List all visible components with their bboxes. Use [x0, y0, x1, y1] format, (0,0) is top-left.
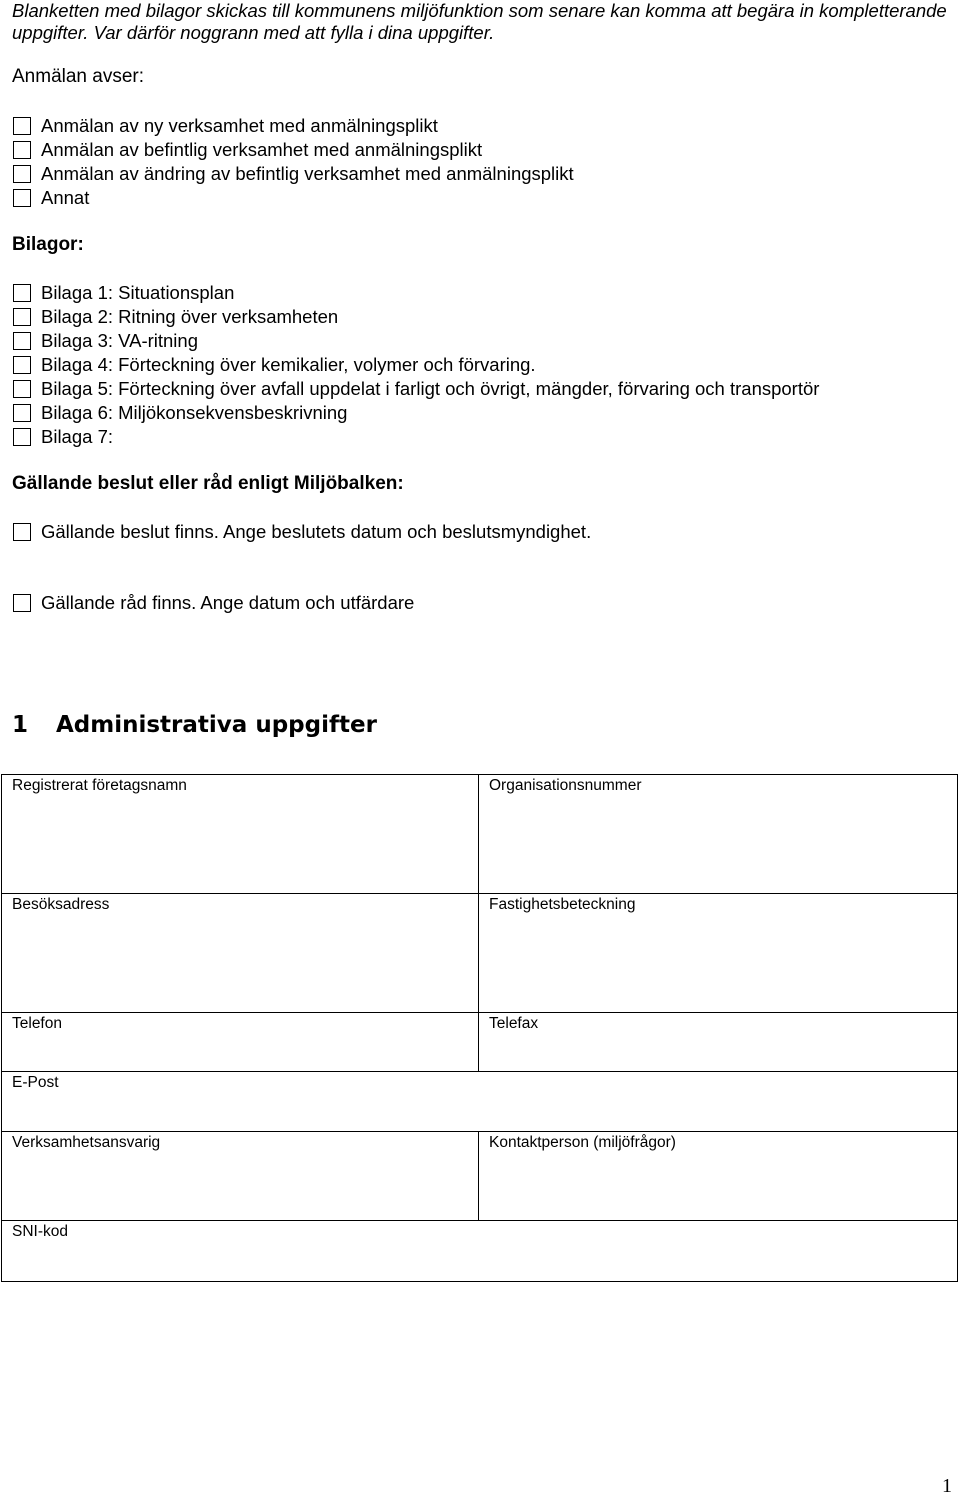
beslut-heading: Gällande beslut eller råd enligt Miljöbalken:	[12, 473, 404, 494]
visit-address-field[interactable]	[2, 894, 479, 1013]
phone-field[interactable]	[2, 1013, 479, 1072]
checkbox[interactable]	[13, 380, 31, 398]
checkbox[interactable]	[13, 594, 31, 612]
field-label: Telefax	[489, 1015, 539, 1032]
property-field[interactable]	[479, 894, 958, 1013]
checkbox[interactable]	[13, 332, 31, 350]
checkbox[interactable]	[13, 523, 31, 541]
fax-field[interactable]	[479, 1013, 958, 1072]
checkbox[interactable]	[13, 428, 31, 446]
checkbox-label: Bilaga 1: Situationsplan	[41, 282, 235, 303]
field-label: Telefon	[12, 1015, 62, 1032]
section-title-text: Administrativa uppgifter	[56, 712, 377, 738]
table-row	[2, 1013, 958, 1072]
table-row	[2, 1072, 958, 1132]
checkbox-label: Bilaga 2: Ritning över verksamheten	[41, 306, 339, 327]
checkbox-label: Bilaga 6: Miljökonsekvensbeskrivning	[41, 402, 348, 423]
field-label: SNI-kod	[12, 1223, 68, 1240]
bilaga-option-3[interactable]	[12, 329, 198, 353]
sni-field[interactable]	[2, 1221, 958, 1282]
email-field[interactable]	[2, 1072, 958, 1132]
field-label: Registrerat företagsnamn	[12, 777, 187, 794]
contact-field[interactable]	[479, 1132, 958, 1221]
checkbox-label: Gällande beslut finns. Ange beslutets datum och beslutsmyndighet.	[41, 521, 592, 542]
anmalan-option-other[interactable]	[12, 186, 89, 210]
anmalan-heading: Anmälan avser:	[12, 66, 145, 87]
checkbox[interactable]	[13, 356, 31, 374]
table-row	[2, 894, 958, 1013]
bilaga-option-6[interactable]	[12, 401, 347, 425]
anmalan-option-new[interactable]	[12, 114, 438, 138]
checkbox[interactable]	[13, 308, 31, 326]
bilaga-option-2[interactable]	[12, 305, 338, 329]
checkbox-label: Anmälan av ny verksamhet med anmälningsplikt	[41, 115, 438, 136]
company-name-field[interactable]	[2, 775, 479, 894]
checkbox-label: Gällande råd finns. Ange datum och utfärdare	[41, 592, 415, 613]
section-title	[12, 710, 377, 740]
field-label: Besöksadress	[12, 896, 110, 913]
section-number: 1	[12, 712, 29, 738]
checkbox-label: Bilaga 7:	[41, 426, 113, 447]
checkbox[interactable]	[13, 117, 31, 135]
bilaga-option-5[interactable]	[12, 377, 819, 401]
field-label: Organisationsnummer	[489, 777, 642, 794]
org-number-field[interactable]	[479, 775, 958, 894]
checkbox-label: Anmälan av befintlig verksamhet med anmälningsplikt	[41, 139, 483, 160]
page-number: 1	[942, 1475, 952, 1497]
table-row	[2, 1132, 958, 1221]
checkbox[interactable]	[13, 141, 31, 159]
table-row	[2, 1221, 958, 1282]
bilaga-option-4[interactable]	[12, 353, 536, 377]
checkbox-label: Annat	[41, 187, 90, 208]
field-label: Verksamhetsansvarig	[12, 1134, 161, 1151]
bilaga-option-1[interactable]	[12, 281, 234, 305]
checkbox-label: Bilaga 3: VA-ritning	[41, 330, 198, 351]
field-label: E-Post	[12, 1074, 59, 1091]
beslut-option-advice[interactable]	[12, 591, 414, 615]
anmalan-option-change[interactable]	[12, 162, 574, 186]
anmalan-option-existing[interactable]	[12, 138, 482, 162]
checkbox-label: Bilaga 5: Förteckning över avfall uppdelat i farligt och övrigt, mängder, förvaring och transportör	[41, 378, 820, 399]
bilagor-heading: Bilagor:	[12, 234, 84, 255]
checkbox[interactable]	[13, 404, 31, 422]
checkbox[interactable]	[13, 284, 31, 302]
intro-text: Blanketten med bilagor skickas till kommunens miljöfunktion som senare kan komma att begära in kompletterande uppgifter. Var därför noggrann med att fylla i dina uppgifter.	[12, 0, 947, 43]
field-label: Kontaktperson (miljöfrågor)	[489, 1134, 676, 1151]
admin-table	[1, 774, 958, 1282]
table-row	[2, 775, 958, 894]
field-label: Fastighetsbeteckning	[489, 896, 636, 913]
beslut-option-decision[interactable]	[12, 520, 591, 544]
checkbox[interactable]	[13, 165, 31, 183]
checkbox-label: Anmälan av ändring av befintlig verksamhet med anmälningsplikt	[41, 163, 574, 184]
bilaga-option-7[interactable]	[12, 425, 113, 449]
responsible-field[interactable]	[2, 1132, 479, 1221]
checkbox-label: Bilaga 4: Förteckning över kemikalier, volymer och förvaring.	[41, 354, 536, 375]
checkbox[interactable]	[13, 189, 31, 207]
